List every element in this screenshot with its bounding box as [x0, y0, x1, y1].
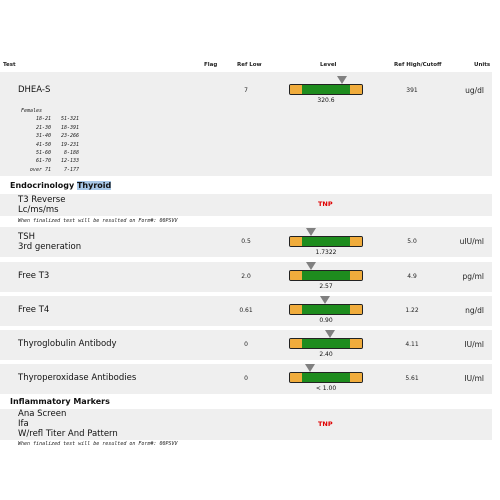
flag-tnp: TNP — [318, 200, 333, 208]
level-value: 320.6 — [317, 97, 335, 104]
header-units: Units — [474, 62, 491, 68]
females-label: Females — [21, 108, 43, 114]
header-test: Test — [3, 62, 16, 68]
test-name: Thyroperoxidase Antibodies — [18, 373, 137, 383]
result-row-t3-reverse — [0, 194, 492, 216]
level-gauge — [289, 270, 363, 281]
level-marker — [306, 228, 316, 236]
ref-high-value: 4.9 — [407, 273, 417, 280]
level-marker — [337, 76, 347, 84]
ref-low-value: 0.5 — [241, 238, 251, 245]
units-label: ng/dl — [465, 306, 484, 315]
header-flag: Flag — [204, 62, 218, 68]
ref-low-value: 2.0 — [241, 273, 251, 280]
level-marker — [325, 330, 335, 338]
level-value: 2.57 — [319, 283, 333, 290]
test-name: DHEA-S — [18, 85, 51, 95]
ref-high-value: 5.61 — [405, 375, 419, 382]
level-marker — [305, 364, 315, 372]
level-gauge — [289, 84, 363, 95]
test-name: Ana Screen — [18, 409, 67, 419]
units-label: ug/dl — [465, 86, 484, 95]
section-title-thyroid: Endocrinology Thyroid — [10, 181, 112, 190]
level-gauge — [289, 304, 363, 315]
header-ref-high: Ref High/Cutoff — [394, 62, 442, 68]
ref-high-value: 1.22 — [405, 307, 419, 314]
flag-tnp: TNP — [318, 420, 333, 428]
test-subtitle: W/refl Titer And Pattern — [18, 429, 118, 439]
header-level: Level — [320, 62, 337, 68]
level-marker — [306, 262, 316, 270]
ref-low-value: 0 — [244, 341, 248, 348]
level-value: 0.90 — [319, 317, 333, 324]
test-method: Ifa — [18, 419, 29, 429]
test-name: T3 Reverse — [18, 195, 66, 205]
test-name: Free T3 — [18, 271, 50, 281]
level-marker — [320, 296, 330, 304]
test-name: TSH — [18, 232, 35, 242]
ref-high-value: 4.11 — [405, 341, 419, 348]
test-name: Free T4 — [18, 305, 50, 315]
section-title-inflammatory: Inflammatory Markers — [10, 397, 110, 406]
ref-high-value: 391 — [406, 87, 418, 94]
level-gauge — [289, 372, 363, 383]
test-name: Thyroglobulin Antibody — [18, 339, 117, 349]
result-note: When finalized test will be resulted on Form#: 00PSVV — [18, 441, 178, 447]
level-value: 1.7322 — [315, 249, 337, 256]
ref-low-value: 7 — [244, 87, 248, 94]
female-reference-table: Females 18-21 51-321 21-30 18-391 31-40 23-266 41-50 19-231 51-60 8-188 61-70 12-133 over 71 7-177 — [21, 108, 79, 173]
units-label: IU/ml — [464, 374, 484, 383]
header-ref-low: Ref Low — [237, 62, 262, 68]
units-label: IU/ml — [464, 340, 484, 349]
test-subtitle: 3rd generation — [18, 242, 82, 252]
level-value: 2.40 — [319, 351, 333, 358]
level-gauge — [289, 236, 363, 247]
level-gauge — [289, 338, 363, 349]
units-label: pg/ml — [462, 272, 484, 281]
result-note: When finalized test will be resulted on Form#: 00PSVV — [18, 218, 178, 224]
test-method: Lc/ms/ms — [18, 205, 59, 215]
ref-low-value: 0 — [244, 375, 248, 382]
ref-high-value: 5.0 — [407, 238, 417, 245]
level-value: < 1.00 — [315, 385, 337, 392]
ref-low-value: 0.61 — [239, 307, 253, 314]
units-label: uIU/ml — [459, 237, 484, 246]
